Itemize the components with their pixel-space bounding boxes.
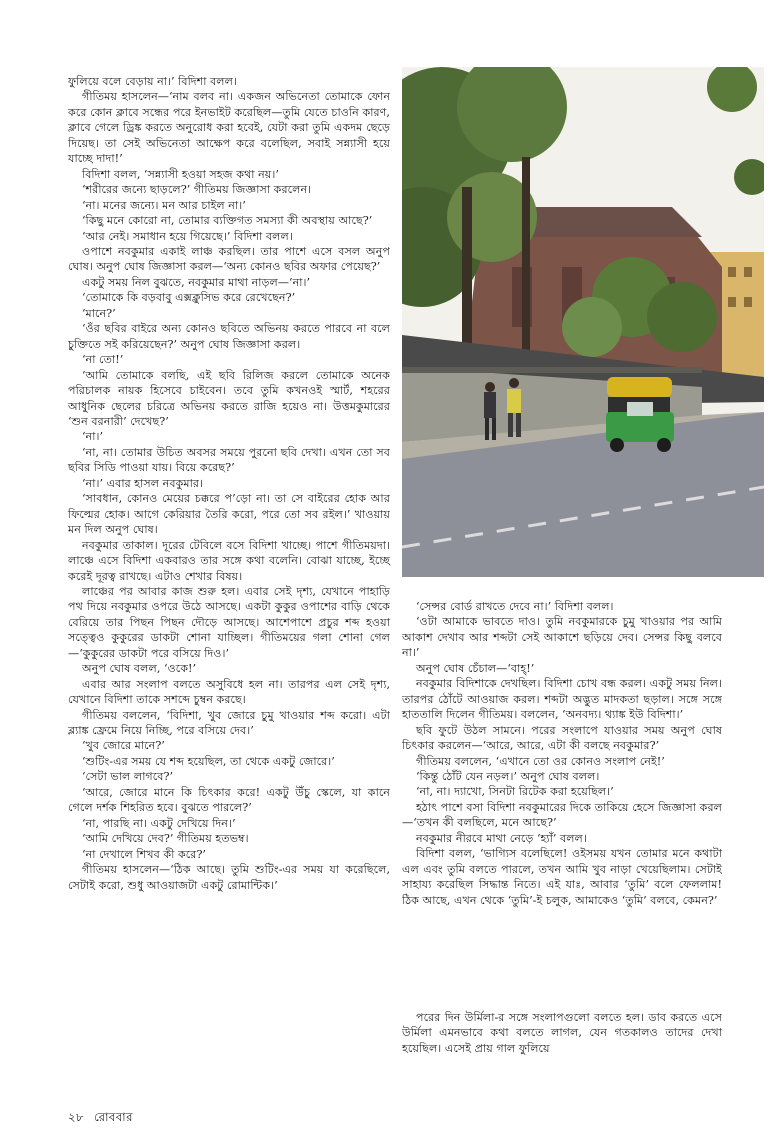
paragraph: ‘না দেখালে শিখব কী করে?’ (82, 847, 206, 861)
paragraph: ওপাশে নবকুমার একাই লাঞ্চ করছিল। তার পাশে এসে বসল অনুপ ঘোষ। অনুপ ঘোষ জিজ্ঞাসা করল—‘অন্য কোনও ছবির অফার পেয়েছ?’ (68, 244, 390, 274)
paragraph: নবকুমার নীরবে মাথা নেড়ে ‘হ্যাঁ’ বলল। (416, 831, 587, 845)
paragraph: ‘না, না। দ্যাখো, সিনটা রিটেক করা হয়েছিল।’ (416, 785, 614, 799)
paragraph: ফুলিয়ে বলে বেড়ায় না।’ বিদিশা বলল। (68, 75, 237, 88)
paragraph: হঠাৎ পাশে বসা বিদিশা নবকুমারের দিকে তাকিয়ে হেসে জিজ্ঞাসা করল—‘তখন কী বলছিলে, মনে আছে?’ (402, 800, 722, 830)
paragraph: পরের দিন উর্মিলা-র সঙ্গে সংলাপগুলো বলতে হল। ডাব করতে এসে উর্মিলা এমনভাবে কথা বলতে লাগল, যেন গতকালও তাদের দেখা হয়েছিল। এসেই প্রায় গাল ফুলিয়ে (402, 1011, 722, 1055)
paragraph: ‘সেন্সর বোর্ড রাখতে দেবে না।’ বিদিশা বলল। (416, 600, 614, 613)
paragraph: লাঞ্চের পর আবার কাজ শুরু হল। এবার সেই দৃশ্য, যেখানে পাহাড়ি পথ দিয়ে নবকুমার ওপরে উঠে আসছে। একটা কুকুর ওপাশের বাড়ি থেকে বেরিয়ে তার পিছন পিছন দৌড়ে আসছে। আশেপাশে প্রচুর শব্দ হওয়া সত্ত্বেও কুকুরের ডাকটা শোনা যাচ্ছিল। গীতিময়ের গলা শোনা গেল—‘কুকুরের ডাকটা পরে বসিয়ে দিও।’ (68, 584, 390, 660)
paragraph: গীতিময় হাসলেন—‘ঠিক আছে। তুমি শুটিং-এর সময় যা করেছিলে, সেটাই করো, শুধু আওয়াজটা একটু রোমান্টিক।’ (68, 863, 390, 892)
paragraph: ‘না।’ (82, 430, 104, 444)
paragraph: ‘আমি তোমাকে বলছি, এই ছবি রিলিজ করলে তোমাকে অনেক পরিচালক নায়ক হিসেবে চাইবেন। তবে তুমি কখনওই স্মার্ট, শহরের আধুনিক ছেলের চরিত্রে অভিনয় করতে রাজি হয়েও না। উত্তমকুমারের ‘শুন বরনারী’ দেখেছ?’ (68, 368, 390, 428)
paragraph: ‘তোমাকে কি বড়বাবু এক্সক্লুসিভ করে রেখেছেন?’ (82, 291, 296, 305)
paragraph: ‘আর নেই। সমাধান হয়ে গিয়েছে।’ বিদিশা বলল। (82, 229, 293, 243)
paragraph: বিদিশা বলল, ‘ভাগ্যিস বলেছিলে! ওইসময় যখন তোমার মনে কথাটা এল এবং তুমি বলতে পারলে, তখন আমি খুব নাড়া খেয়েছিলাম। সেটাই সাহায্য করেছিল সিদ্ধান্ত নিতে। এই যাঃ, আবার ‘তুমি’ বলে ফেললাম! ঠিক আছে, এখন থেকে ‘তুমি’-ই চলুক, আমাকেও ‘তুমি’ বলবে, কেমন?’ (402, 847, 722, 907)
paragraph: ‘না তো!’ (82, 353, 124, 367)
bottom-text-column (402, 1010, 722, 1056)
page-footer (68, 1109, 133, 1128)
paragraph: ‘ওঁর ছবির বাইরে অন্য কোনও ছবিতে অভিনয় করতে পারবে না বলে চুক্তিতে সই করিয়েছেন?’ অনুপ ঘোষ জিজ্ঞাসা করল। (68, 322, 390, 351)
paragraph: ‘না, না। তোমার উচিত অবসর সময়ে পুরনো ছবি দেখা। এখন তো সব ছবির সিডি পাওয়া যায়। বিয়ে করেছ?’ (68, 445, 390, 475)
paragraph: গীতিময় হাসলেন—‘নাম বলব না। একজন অভিনেতা তোমাকে ফোন করে কোন ক্লাবে সন্ধের পরে ইনভাইট করেছিল—তুমি যেতে চাওনি কারণ, ক্লাবে গেলে ড্রিঙ্ক করতে অনুরোধ করা হবেই, যেটা করা তুমি একদম ছেড়ে দিয়েছ। তা সেই অভিনেতা আক্ষেপ করে বলেছিল, সবাই সন্ন্যাসী হয়ে যাচ্ছে দাদা!’ (68, 90, 390, 166)
paragraph: নবকুমার তাকাল। দূরের টেবিলে বসে বিদিশা খাচ্ছে। পাশে গীতিময়দা। লাঞ্চে এসে বিদিশা একবারও তার সঙ্গে কথা বলেনি। বোঝা যাচ্ছে, ইচ্ছে করেই দূরত্ব রাখছে। এটাও শেখার বিষয়। (68, 538, 390, 583)
paragraph: ‘না, পারছি না। একটু দেখিয়ে দিন।’ (82, 816, 236, 830)
magazine-name: রোববার (94, 1110, 133, 1124)
paragraph: ‘না। মনের জন্যে। মন আর চাইল না।’ (82, 198, 246, 212)
paragraph: ‘না।’ এবার হাসল নবকুমার। (82, 476, 204, 490)
paragraph: ‘মানে?’ (82, 306, 116, 320)
paragraph: ‘সাবধান, কোনও মেয়ের চক্করে প’ড়ো না। তা সে বাইরের হোক আর ফিল্মের হোক। আগে কেরিয়ার তৈরি করো, পরে তো সব রইল।’ খাওয়ায় মন দিল অনুপ ঘোষ। (68, 492, 390, 537)
paragraph: অনুপ ঘোষ চেঁচাল—‘বাহ্!’ (416, 661, 535, 675)
paragraph: অনুপ ঘোষ বলল, ‘ওকে!’ (82, 662, 197, 676)
paragraph: বিদিশা বলল, ‘সন্ন্যাসী হওয়া সহজ কথা নয়।’ (82, 167, 279, 181)
paragraph: ‘কিন্তু ঠোঁট যেন নড়ল।’ অনুপ ঘোষ বলল। (416, 769, 600, 783)
left-text-column (68, 74, 390, 893)
street-photo-icon (402, 67, 764, 577)
paragraph: ‘শরীরের জন্যে ছাড়লে?’ গীতিময় জিজ্ঞাসা করলেন। (82, 183, 312, 197)
paragraph: ‘খুব জোরে মানে?’ (82, 739, 165, 753)
paragraph: গীতিময় বললেন, ‘এখানে তো ওর কোনও সংলাপ নেই!’ (416, 754, 665, 768)
page-number: ২৮ (68, 1110, 84, 1124)
paragraph: ‘সেটা ভাল লাগবে?’ (82, 770, 174, 784)
paragraph: একটু সময় নিল বুঝতে, নবকুমার মাথা নাড়ল—‘না।’ (82, 275, 311, 289)
paragraph: ‘কিছু মনে কোরো না, তোমার ব্যক্তিগত সমস্যা কী অবস্থায় আছে?’ (82, 214, 373, 228)
right-text-column (402, 599, 722, 908)
paragraph: ‘আরে, জোরে মানে কি চিৎকার করে! একটু উঁচু স্কেলে, যা কানে গেলে দর্শক শিহরিত হবে। বুঝতে পারলে?’ (68, 785, 390, 815)
paragraph: ‘ওটা আমাকে ভাবতে দাও। তুমি নবকুমারকে চুমু খাওয়ার পর আমি আকাশ দেখাব আর শব্দটা সেই আকাশে ছড়িয়ে দেব। সেন্সর কিছু বলবে না।’ (402, 615, 722, 660)
paragraph: গীতিময় বললেন, ‘বিদিশা, খুব জোরে চুমু খাওয়ার শব্দ করো। এটা ব্ল্যাঙ্ক ফ্রেমে নিয়ে নিচ্ছি, পরে বসিয়ে দেব।’ (68, 708, 390, 738)
paragraph: ‘শুটিং-এর সময় যে শব্দ হয়েছিল, তা থেকে একটু জোরে।’ (82, 754, 335, 768)
street-photo (402, 67, 764, 577)
paragraph: ছবি ফুটে উঠল সামনে। পরের সংলাপে যাওয়ার সময় অনুপ ঘোষ চিৎকার করলেন—‘আরে, আরে, এটা কী বলছে নবকুমার?’ (402, 723, 722, 753)
paragraph: ‘আমি দেখিয়ে দেব?’ গীতিময় হতভম্ব। (82, 832, 249, 846)
paragraph: এবার আর সংলাপ বলতে অসুবিধে হল না। তারপর এল সেই দৃশ্য, যেখানে বিদিশা তাকে সশব্দে চুম্বন করছে। (68, 677, 390, 707)
paragraph: নবকুমার বিদিশাকে দেখছিল। বিদিশা চোখ বন্ধ করল। একটু সময় নিল। তারপর ঠোঁটে আওয়াজ করল। শব্দটা অদ্ভুত মাদকতা ছড়াল। সঙ্গে সঙ্গে হাততালি দিলেন গীতিময়। বললেন, ‘অনবদ্য। থ্যাঙ্ক ইউ বিদিশা।’ (402, 677, 722, 722)
